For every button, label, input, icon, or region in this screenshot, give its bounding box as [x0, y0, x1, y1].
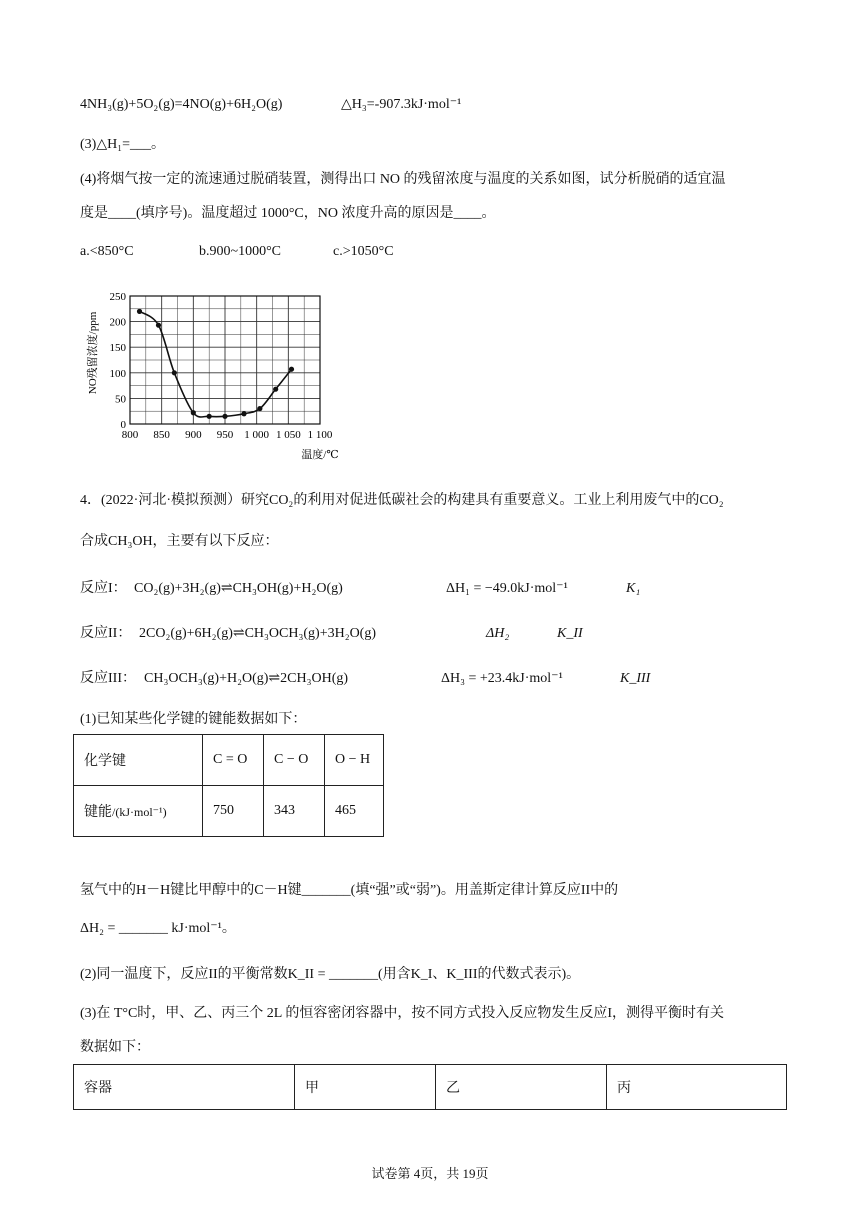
container-table: [73, 1064, 787, 1110]
y-axis-label: NO残留浓度/ppm: [87, 311, 99, 395]
no-concentration-chart: [80, 283, 360, 468]
question-4-line-2: 度是____(填序号)。温度超过 1000°C，NO 浓度升高的原因是____。: [80, 206, 496, 221]
chart-grid: [130, 296, 320, 424]
reaction-3-label: 反应III：: [80, 671, 136, 686]
y-tick-label: 250: [109, 291, 126, 303]
data-point: [191, 410, 196, 415]
data-point: [207, 414, 212, 419]
table-cell: 750: [203, 786, 264, 837]
table-row: [74, 786, 384, 837]
table-row: [74, 1065, 787, 1110]
option-b: b.900~1000°C: [199, 244, 282, 259]
question-1-followup-line-2: ΔH₂ = _______ kJ·mol⁻¹。: [80, 921, 236, 936]
equation-3-enthalpy: △H₃=-907.3kJ·mol⁻¹: [341, 97, 462, 112]
page-footer: 试卷第 4页，共 19页: [371, 1166, 489, 1181]
data-point: [222, 414, 227, 419]
x-tick-label: 800: [121, 429, 139, 441]
table-header-row: [74, 735, 384, 786]
question-4-line-1: (4)将烟气按一定的流速通过脱硝装置，测得出口 NO 的残留浓度与温度的关系如图，试分析脱硝的适宜温: [80, 172, 726, 187]
sub-question-2: (2)同一温度下，反应II的平衡常数K_II = _______(用含K_I、K_III的代数式表示)。: [80, 967, 581, 982]
reaction-3-constant: K_III: [620, 671, 651, 686]
table-cell: 丙: [607, 1065, 787, 1110]
reaction-3-equation: CH₃OCH₃(g)+H₂O(g)⇌2CH₃OH(g): [144, 671, 349, 686]
reaction-2-equation: 2CO₂(g)+6H₂(g)⇌CH₃OCH₃(g)+3H₂O(g): [139, 626, 377, 641]
reaction-1-constant: K₁: [626, 581, 641, 596]
row-label: 键能: [84, 805, 112, 820]
x-tick-label: 850: [153, 429, 170, 441]
data-points: [137, 309, 294, 419]
data-point: [241, 411, 246, 416]
equation-3: 4NH₃(g)+5O₂(g)=4NO(g)+6H₂O(g): [80, 97, 283, 112]
table-cell: 化学键: [74, 735, 203, 786]
reaction-3-enthalpy: ΔH₃ = +23.4kJ·mol⁻¹: [441, 671, 563, 686]
question-1-followup-line-1: 氢气中的H－H键比甲醇中的C－H键_______(填“强”或“弱”)。用盖斯定律计算反应II中的: [80, 883, 619, 898]
reaction-1-enthalpy: ΔH₁ = −49.0kJ·mol⁻¹: [446, 581, 568, 596]
reaction-2-constant: K_II: [557, 626, 583, 641]
data-point: [156, 323, 161, 328]
data-point: [273, 387, 278, 392]
table-cell: 乙: [436, 1065, 607, 1110]
row-unit: /(kJ·mol⁻¹): [112, 805, 167, 819]
sub-question-3-line-2: 数据如下：: [80, 1040, 150, 1055]
option-a: a.<850°C: [80, 244, 134, 259]
data-point: [172, 370, 177, 375]
data-point: [137, 309, 142, 314]
y-tick-label: 200: [109, 316, 126, 329]
reaction-2-label: 反应II：: [80, 626, 132, 641]
table-cell: O − H: [325, 735, 384, 786]
question-3: (3)△H₁=___。: [80, 137, 165, 152]
y-tick-label: 0: [120, 419, 126, 431]
x-tick-label: 950: [216, 429, 234, 441]
y-tick-label: 150: [109, 342, 126, 355]
x-axis-label: 温度/℃: [301, 449, 339, 461]
bond-energy-table: [73, 734, 384, 837]
reaction-1-label: 反应I：: [80, 581, 127, 596]
table-cell: 容器: [74, 1065, 295, 1110]
x-tick-label: 1 050: [275, 429, 301, 441]
option-c: c.>1050°C: [333, 244, 394, 259]
sub-question-1: (1)已知某些化学键的键能数据如下：: [80, 712, 307, 727]
table-cell: 343: [264, 786, 325, 837]
x-tick-label: 1 100: [307, 429, 333, 441]
sub-question-3-line-1: (3)在 T°C时，甲、乙、丙三个 2L 的恒容密闭容器中，按不同方式投入反应物发生反应I，测得平衡时有关: [80, 1006, 725, 1021]
data-point: [289, 367, 294, 372]
y-tick-label: 100: [109, 367, 126, 380]
table-cell: 甲: [295, 1065, 436, 1110]
table-cell: 465: [325, 786, 384, 837]
problem-4-intro-line-1: 4．(2022·河北·模拟预测）研究CO₂的利用对促进低碳社会的构建具有重要意义。工业上利用废气中的CO₂: [80, 493, 724, 508]
y-tick-label: 50: [115, 393, 126, 406]
data-series-line: [140, 311, 292, 417]
x-tick-label: 1 000: [244, 429, 270, 441]
problem-4-intro-line-2: 合成CH₃OH，主要有以下反应：: [80, 534, 279, 549]
data-point: [257, 406, 262, 411]
table-cell: C = O: [203, 735, 264, 786]
table-cell: C − O: [264, 735, 325, 786]
reaction-2-enthalpy: ΔH₂: [486, 626, 510, 641]
reaction-1-equation: CO₂(g)+3H₂(g)⇌CH₃OH(g)+H₂O(g): [134, 581, 343, 596]
table-cell: [74, 786, 203, 837]
x-tick-label: 900: [185, 429, 202, 441]
